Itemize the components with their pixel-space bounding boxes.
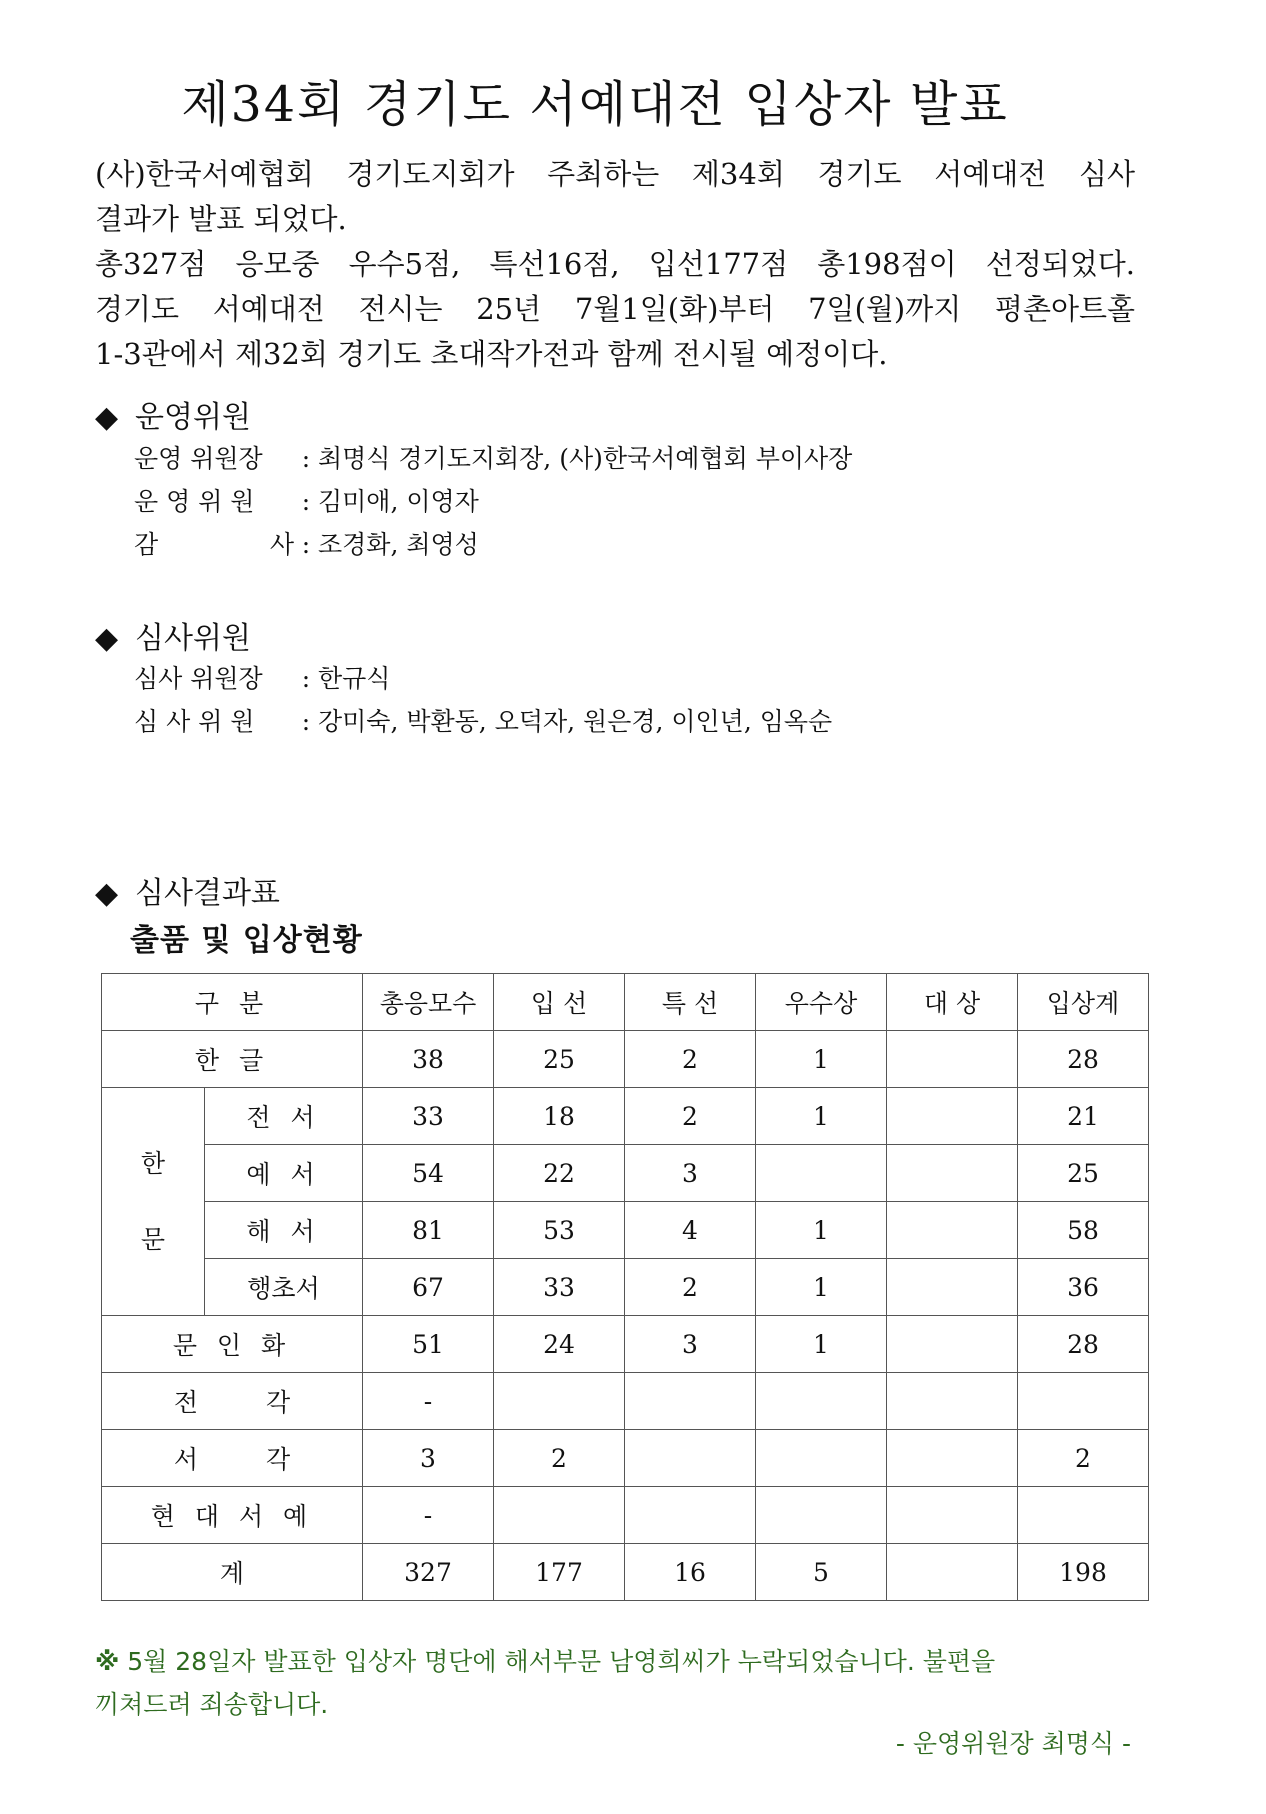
cell-daesang — [887, 1088, 1018, 1145]
cell-ipseon: 25 — [494, 1031, 625, 1088]
judges-value: 강미숙, 박환동, 오덕자, 원은경, 이인년, 임옥순 — [318, 707, 833, 736]
committee-value: 김미애, 이영자 — [318, 487, 479, 516]
table-header-row — [102, 974, 1149, 1031]
cell-teukseon: 2 — [625, 1031, 756, 1088]
cell-teukseon: 4 — [625, 1202, 756, 1259]
cell-total: 81 — [363, 1202, 494, 1259]
cell-total: 38 — [363, 1031, 494, 1088]
committee-value: 조경화, 최영성 — [318, 530, 479, 559]
hanmun-label-bottom: 문 — [140, 1224, 166, 1254]
committee-label: 운 영 위 원 — [134, 487, 255, 516]
column-header: 특 선 — [625, 974, 756, 1031]
table-row — [102, 1145, 1149, 1202]
row-label: 서 각 — [102, 1430, 363, 1487]
table-row — [102, 1430, 1149, 1487]
cell-total: - — [363, 1487, 494, 1544]
cell-usu — [756, 1373, 887, 1430]
judges-row — [134, 700, 832, 743]
results-heading-text: 심사결과표 — [135, 876, 280, 911]
cell-sum — [1018, 1373, 1149, 1430]
cell-daesang — [887, 1145, 1018, 1202]
cell-total: 51 — [363, 1316, 494, 1373]
cell-teukseon — [625, 1487, 756, 1544]
table-row — [102, 1373, 1149, 1430]
committee-heading — [95, 392, 251, 436]
cell-ipseon: 22 — [494, 1145, 625, 1202]
column-header: 구 분 — [102, 974, 363, 1031]
committee-label: 감 사 — [134, 530, 294, 559]
cell-sum: 36 — [1018, 1259, 1149, 1316]
colon-separator: : — [301, 530, 311, 559]
cell-daesang — [887, 1031, 1018, 1088]
cell-ipseon: 18 — [494, 1088, 625, 1145]
cell-teukseon: 2 — [625, 1259, 756, 1316]
hanmun-label-top: 한 — [140, 1148, 166, 1178]
intro-line-5: 1-3관에서 제32회 경기도 초대작가전과 함께 전시될 예정이다. — [95, 337, 888, 371]
cell-teukseon — [625, 1373, 756, 1430]
table-row — [102, 1259, 1149, 1316]
judges-label: 심사 위원장 — [134, 664, 263, 693]
cell-teukseon: 16 — [625, 1544, 756, 1601]
table-row — [102, 1031, 1149, 1088]
notice-line-1 — [95, 1640, 1135, 1683]
cell-teukseon: 3 — [625, 1145, 756, 1202]
cell-sum: 28 — [1018, 1031, 1149, 1088]
committee-label: 운영 위원장 — [134, 444, 263, 473]
judges-row — [134, 657, 832, 700]
cell-teukseon — [625, 1430, 756, 1487]
row-label: 예 서 — [205, 1145, 363, 1202]
row-label: 현 대 서 예 — [102, 1487, 363, 1544]
notice-line-2: 끼쳐드려 죄송합니다. — [95, 1690, 329, 1719]
judges-label: 심 사 위 원 — [134, 707, 255, 736]
results-subheading: 출품 및 입상현황 — [130, 923, 363, 958]
cell-usu — [756, 1487, 887, 1544]
row-label: 전 서 — [205, 1088, 363, 1145]
cell-daesang — [887, 1430, 1018, 1487]
cell-total: 3 — [363, 1430, 494, 1487]
intro-text — [95, 152, 1135, 377]
cell-ipseon: 2 — [494, 1430, 625, 1487]
cell-ipseon — [494, 1487, 625, 1544]
judges-heading-text: 심사위원 — [135, 621, 251, 656]
cell-ipseon: 177 — [494, 1544, 625, 1601]
cell-usu: 1 — [756, 1202, 887, 1259]
committee-row — [134, 437, 852, 480]
intro-line-4: 경기도 서예대전 전시는 25년 7월1일(화)부터 7일(월)까지 평촌아트홀 — [95, 292, 1135, 326]
cell-usu: 5 — [756, 1544, 887, 1601]
cell-daesang — [887, 1316, 1018, 1373]
cell-total: 54 — [363, 1145, 494, 1202]
row-label: 계 — [102, 1544, 363, 1601]
cell-ipseon: 33 — [494, 1259, 625, 1316]
colon-separator: : — [301, 444, 311, 473]
diamond-bullet-icon: ◆ — [95, 621, 119, 656]
results-heading — [95, 868, 280, 912]
cell-usu: 1 — [756, 1316, 887, 1373]
cell-usu — [756, 1145, 887, 1202]
cell-total: 33 — [363, 1088, 494, 1145]
cell-usu: 1 — [756, 1031, 887, 1088]
cell-ipseon — [494, 1373, 625, 1430]
colon-separator: : — [301, 487, 311, 516]
cell-ipseon: 53 — [494, 1202, 625, 1259]
table-row — [102, 1202, 1149, 1259]
committee-value: 최명식 경기도지회장, (사)한국서예협회 부이사장 — [318, 444, 853, 473]
row-label: 한 글 — [102, 1031, 363, 1088]
row-label: 행초서 — [205, 1259, 363, 1316]
diamond-bullet-icon: ◆ — [95, 876, 119, 911]
cell-teukseon: 3 — [625, 1316, 756, 1373]
row-label: 해 서 — [205, 1202, 363, 1259]
reference-mark-icon: ※ — [95, 1647, 120, 1676]
results-table — [101, 973, 1149, 1601]
diamond-bullet-icon: ◆ — [95, 400, 119, 435]
page-title: 제34회 경기도 서예대전 입상자 발표 — [181, 76, 1009, 133]
cell-sum: 25 — [1018, 1145, 1149, 1202]
table-total-row — [102, 1544, 1149, 1601]
signature: - 운영위원장 최명식 - — [895, 1729, 1131, 1758]
cell-daesang — [887, 1373, 1018, 1430]
cell-total: 327 — [363, 1544, 494, 1601]
row-label: 문 인 화 — [102, 1316, 363, 1373]
cell-daesang — [887, 1202, 1018, 1259]
colon-separator: : — [301, 664, 311, 693]
notice-line-1-text: 5월 28일자 발표한 입상자 명단에 해서부문 남영희씨가 누락되었습니다. 불편을 — [127, 1647, 996, 1676]
committee-row — [134, 480, 852, 523]
cell-usu: 1 — [756, 1259, 887, 1316]
cell-sum: 198 — [1018, 1544, 1149, 1601]
intro-line-2: 결과가 발표 되었다. — [95, 202, 347, 236]
intro-line-3: 총327점 응모중 우수5점, 특선16점, 입선177점 총198점이 선정되었다. — [95, 247, 1135, 281]
judges-heading — [95, 613, 251, 657]
cell-daesang — [887, 1487, 1018, 1544]
cell-sum: 21 — [1018, 1088, 1149, 1145]
hanmun-group-label — [102, 1088, 205, 1316]
intro-line-1: (사)한국서예협회 경기도지회가 주최하는 제34회 경기도 서예대전 심사 — [95, 157, 1135, 191]
cell-daesang — [887, 1544, 1018, 1601]
committee-row — [134, 523, 852, 566]
column-header: 대 상 — [887, 974, 1018, 1031]
cell-total: - — [363, 1373, 494, 1430]
cell-daesang — [887, 1259, 1018, 1316]
judges-value: 한규식 — [318, 664, 391, 693]
row-label: 전 각 — [102, 1373, 363, 1430]
cell-sum: 28 — [1018, 1316, 1149, 1373]
table-row — [102, 1316, 1149, 1373]
column-header: 입 선 — [494, 974, 625, 1031]
cell-teukseon: 2 — [625, 1088, 756, 1145]
judges-list — [134, 657, 832, 743]
committee-list — [134, 437, 852, 566]
cell-sum: 58 — [1018, 1202, 1149, 1259]
column-header: 입상계 — [1018, 974, 1149, 1031]
table-row — [102, 1487, 1149, 1544]
column-header: 우수상 — [756, 974, 887, 1031]
cell-usu: 1 — [756, 1088, 887, 1145]
committee-heading-text: 운영위원 — [135, 400, 251, 435]
cell-usu — [756, 1430, 887, 1487]
cell-total: 67 — [363, 1259, 494, 1316]
cell-sum — [1018, 1487, 1149, 1544]
cell-ipseon: 24 — [494, 1316, 625, 1373]
column-header: 총응모수 — [363, 974, 494, 1031]
colon-separator: : — [301, 707, 311, 736]
correction-notice — [95, 1640, 1135, 1726]
cell-sum: 2 — [1018, 1430, 1149, 1487]
table-row — [102, 1088, 1149, 1145]
